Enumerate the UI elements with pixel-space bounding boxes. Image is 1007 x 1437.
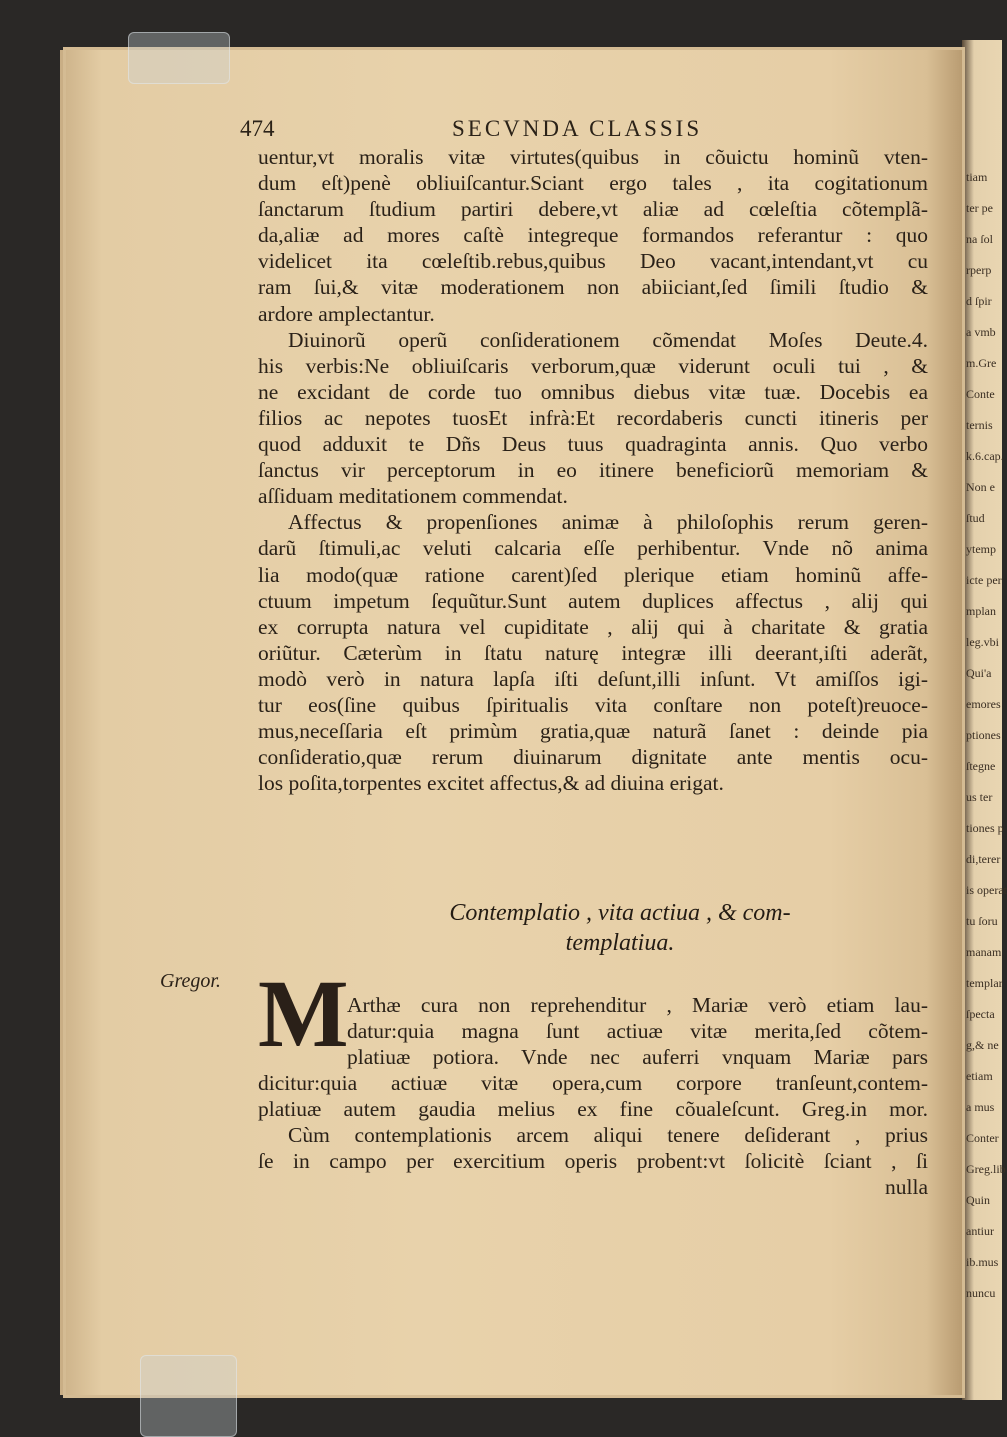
facing-page-fragment: tiones p <box>966 821 1004 835</box>
text-line: tur eos(ſine quibus ſpiritualis vita conſtare non poteſt)reuoce- <box>258 692 928 717</box>
text-line: mus,neceſſaria eſt primùm gratia,quæ naturã ſanet : deinde pia <box>258 719 928 744</box>
facing-page-fragment: ib.mus <box>966 1255 999 1269</box>
text-line: his verbis:Ne obliuiſcaris verborum,quæ viderunt oculi tui , & <box>258 353 928 378</box>
text-line: ex corrupta natura vel cupiditate , alij qui à charitate & gratia <box>258 614 928 639</box>
text-line: videlicet ita cœleſtib.rebus,quibus Deo vacant,intendant,vt cu <box>258 249 928 274</box>
facing-page-fragment: rperp <box>966 263 992 277</box>
facing-page-fragment: ſtegne <box>966 759 996 773</box>
facing-page-fragment: ſpecta <box>966 1007 995 1021</box>
running-title: SECVNDA CLASSIS <box>452 116 703 141</box>
facing-page-fragment: Qui'a <box>966 666 992 680</box>
text-line: Affectus & propenſiones animæ à philoſophis rerum geren- <box>288 510 928 535</box>
text-line: oriũtur. Cæterùm in ſtatu naturę integræ illi deerant,iſti aderãt, <box>258 640 928 665</box>
facing-page-fragment: manam <box>966 945 1002 959</box>
text-line: ctuum impetum ſequũtur.Sunt autem duplices affectus , alij qui <box>258 588 928 613</box>
text-line: filios ac nepotes tuosEt infrà:Et recordaberis cuncti itineris per <box>258 405 928 430</box>
page-clip-bottom <box>140 1355 237 1437</box>
text-line: platiuæ potiora. Vnde nec auferri vnquam Mariæ pars <box>347 1045 928 1070</box>
text-line: ne excidant de corde tuo omnibus diebus vitæ tuæ. Docebis ea <box>258 379 928 404</box>
facing-page-fragment: emores <box>966 697 1001 711</box>
facing-page-fragment: ſtud <box>966 511 985 525</box>
facing-page-fragment: ter pe <box>966 201 993 215</box>
text-line: dicitur:quia actiuæ vitæ opera,cum corpore tranſeunt,contem- <box>258 1071 928 1095</box>
facing-page-fragment: mplan <box>966 604 996 618</box>
facing-page-fragment: g,& ne <box>966 1038 999 1052</box>
facing-page-fragment: us ter <box>966 790 993 804</box>
text-line: aſſiduam meditationem commendat. <box>258 484 568 509</box>
section-text-beside-cap <box>347 992 928 1070</box>
text-line: modò verò in natura lapſa iſti deſunt,illi inſunt. Vt amiſſos igi- <box>258 666 928 691</box>
facing-page-fragment: Greg.lib <box>966 1162 1006 1176</box>
facing-page-fragment: templar <box>966 976 1003 990</box>
text-line: ram ſui,& vitæ moderationem non abiiciant,ſed ſimili ſtudio & <box>258 275 928 300</box>
section-heading-line2: templatiua. <box>565 930 675 956</box>
text-line: uentur,vt moralis vitæ virtutes(quibus in cõuictu hominũ vten- <box>258 145 928 169</box>
text-line: darũ ſtimuli,ac veluti calcaria eſſe perhibentur. Vnde nõ anima <box>258 536 928 561</box>
text-line: los poſita,torpentes excitet affectus,& ad diuina erigat. <box>258 771 724 796</box>
text-line: quod adduxit te Dñs Deus tuus quadraginta annis. Quo verbo <box>258 432 928 457</box>
body-text <box>258 144 928 796</box>
text-line: Cùm contemplationis arcem aliqui tenere deſiderant , prius <box>288 1123 928 1148</box>
facing-page-fragment: a mus <box>966 1100 995 1114</box>
facing-page-fragment: antiur <box>966 1224 994 1238</box>
catchword: nulla <box>885 1175 928 1199</box>
section-heading-line1: Contemplatio , vita actiua , & com- <box>449 900 791 926</box>
facing-page-fragment: d ſpir <box>966 294 992 308</box>
facing-page-fragment: tiam <box>966 170 988 184</box>
text-line: Arthæ cura non reprehenditur , Mariæ verò etiam lau- <box>347 993 928 1017</box>
facing-page-fragment: tu ſoru <box>966 914 998 928</box>
text-line: conſideratio,quæ rerum diuinarum dignitate ante mentis ocu- <box>258 745 928 770</box>
facing-page-fragment: na ſol <box>966 232 993 246</box>
facing-page-fragment: k.6.cap. <box>966 449 1004 463</box>
facing-page-fragment: leg.vbi <box>966 635 999 649</box>
page-clip-top <box>128 32 230 84</box>
facing-page-fragment: etiam <box>966 1069 993 1083</box>
facing-page-fragment: di,terer <box>966 852 1001 866</box>
text-line: Diuinorũ operũ conſiderationem cõmendat Moſes Deute.4. <box>288 327 928 352</box>
facing-page-fragment: Non e <box>966 480 995 494</box>
text-line: lia modo(quæ ratione carent)ſed plerique etiam hominũ affe- <box>258 562 928 587</box>
facing-page-fragment: icte per <box>966 573 1002 587</box>
section-text <box>258 1070 928 1174</box>
facing-page-fragment: ternis <box>966 418 993 432</box>
facing-page-fragment: ptiones <box>966 728 1001 742</box>
text-line: ſanctarum ſtudium partiri debere,vt aliæ ad cœleſtia cõtemplã- <box>258 197 928 222</box>
facing-page-fragment: ytemp <box>966 542 996 556</box>
text-line: ardore amplectantur. <box>258 301 435 326</box>
facing-page-fragment: Quin <box>966 1193 990 1207</box>
text-line: da,aliæ ad mores caſtè integreque formandos referantur : quo <box>258 223 928 248</box>
facing-page-fragment: Conter <box>966 1131 999 1145</box>
text-line: platiuæ autem gaudia melius ex fine cõualeſcunt. Greg.in mor. <box>258 1097 928 1122</box>
text-line: datur:quia magna ſunt actiuæ vitæ merita,ſed cõtem- <box>347 1019 928 1044</box>
margin-note: Gregor. <box>160 970 221 992</box>
facing-page-fragment: nuncu <box>966 1286 996 1300</box>
facing-page-fragment: a vmb <box>966 325 996 339</box>
facing-page-fragment: m.Gre <box>966 356 997 370</box>
page-number: 474 <box>240 116 275 141</box>
facing-page-fragment: is operat <box>966 883 1007 897</box>
facing-page-fragment: Conte <box>966 387 995 401</box>
text-line: ſe in campo per exercitium operis probent:vt ſolicitè ſciant , ſi <box>258 1149 928 1174</box>
drop-cap: M <box>258 960 349 1067</box>
text-line: dum eſt)penè obliuiſcantur.Sciant ergo tales , ita cogitationum <box>258 171 928 196</box>
text-line: ſanctus vir perceptorum in eo itinere beneficiorũ memoriam & <box>258 458 928 483</box>
